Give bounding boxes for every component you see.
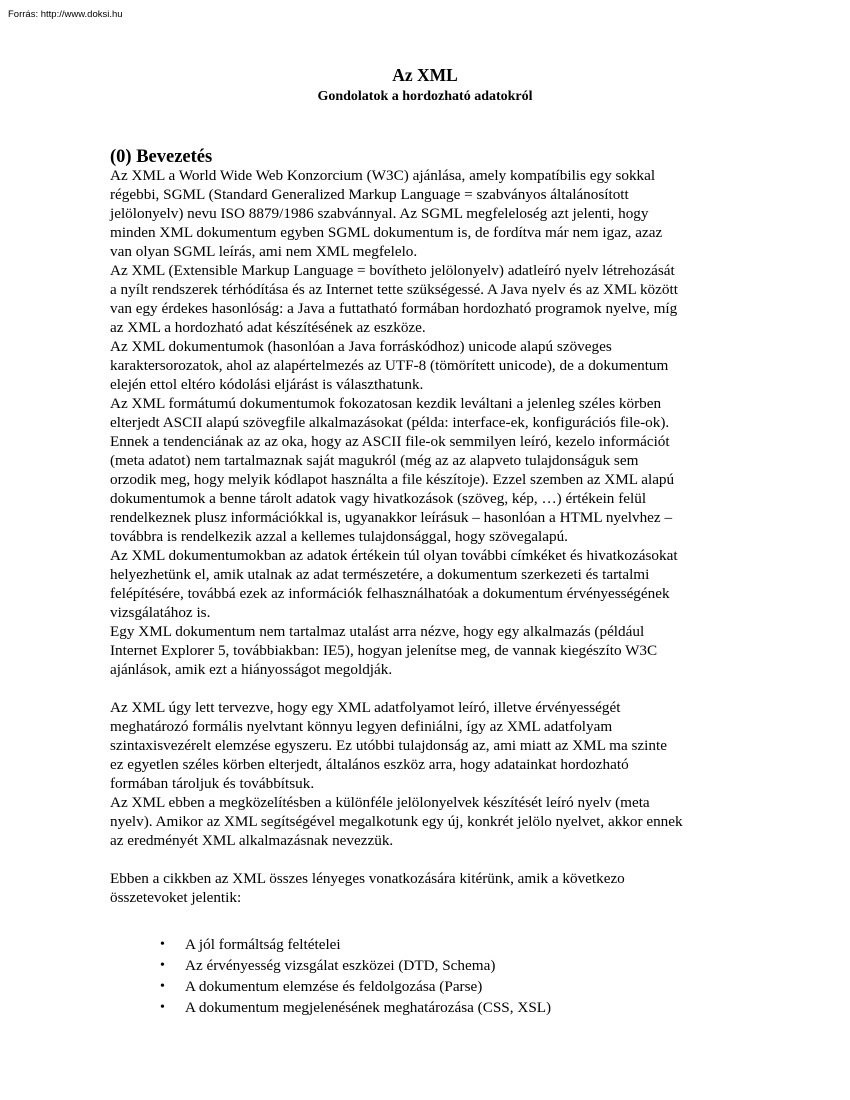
page-subtitle: Gondolatok a hordozható adatokról: [317, 89, 533, 104]
text-line: Az XML a World Wide Web Konzorcium (W3C) ajánlása, amely kompatíbilis egy sokkal: [110, 167, 656, 184]
bullet-icon: •: [160, 1000, 165, 1015]
paragraph: [110, 394, 750, 546]
list-item-label: A dokumentum elemzése és feldolgozása (Parse): [185, 978, 483, 995]
source-url: Forrás: http://www.doksi.hu: [8, 9, 123, 20]
text-line: szintaxisvezérelt elemzése egyszeru. Ez utóbbi tulajdonság az, ami miatt az XML ma szinte: [110, 737, 667, 754]
text-line: az eredményét XML alkalmazásnak nevezzük.: [110, 832, 394, 849]
list-item: [160, 976, 551, 997]
paragraph: [110, 869, 750, 907]
paragraph: [110, 698, 750, 793]
list-item: [160, 955, 551, 976]
text-line: orzodik meg, hogy melyik kódlapot használta a file készítoje). Ezzel szemben az XML alapú: [110, 471, 675, 488]
body-text: [110, 166, 750, 907]
section-heading: (0) Bevezetés: [110, 147, 213, 167]
list-item-label: A jól formáltság feltételei: [185, 936, 341, 953]
text-line: Az XML dokumentumok (hasonlóan a Java forráskódhoz) unicode alapú szöveges: [110, 338, 612, 355]
paragraph: [110, 261, 750, 337]
list-item: [160, 997, 551, 1018]
text-line: meghatározó formális nyelvtant könnyu legyen definiálni, így az XML adatfolyam: [110, 718, 613, 735]
text-line: Az XML formátumú dokumentumok fokozatosan kezdik leváltani a jelenleg széles körben: [110, 395, 662, 412]
text-line: ajánlások, amik ezt a hiányosságot megoldják.: [110, 661, 393, 678]
text-line: vizsgálatához is.: [110, 604, 211, 621]
paragraph: [110, 793, 750, 850]
text-line: Az XML úgy lett tervezve, hogy egy XML adatfolyamot leíró, illetve érvényességét: [110, 699, 621, 716]
text-line: Ennek a tendenciának az az oka, hogy az ASCII file-ok semmilyen leíró, kezelo információt: [110, 433, 670, 450]
paragraph: [110, 546, 750, 622]
text-line: felépítésére, továbbá ezek az információk felhasználhatóak a dokumentum érvényességének: [110, 585, 670, 602]
text-line: karaktersorozatok, ahol az alapértelmezés az UTF-8 (tömörített unicode), de a dokumentum: [110, 357, 669, 374]
paragraph: [110, 166, 750, 261]
bullet-list: [160, 934, 551, 1018]
text-line: továbbra is rendelkezik azzal a kellemes tulajdonsággal, hogy szövegalapú.: [110, 528, 568, 545]
paragraph-gap: [110, 850, 750, 869]
text-line: (meta adatot) nem tartalmaznak saját magukról (még az az alapveto tulajdonságuk sem: [110, 452, 639, 469]
text-line: elején ettol eltéro kódolási eljárást is választhatunk.: [110, 376, 424, 393]
paragraph: [110, 337, 750, 394]
text-line: dokumentumok a benne tárolt adatok vagy hivatkozások (szöveg, kép, …) értékein felül: [110, 490, 647, 507]
text-line: régebbi, SGML (Standard Generalized Markup Language = szabványos általánosított: [110, 186, 629, 203]
text-line: összetevoket jelentik:: [110, 889, 242, 906]
text-line: Az XML (Extensible Markup Language = bovítheto jelölonyelv) adatleíró nyelv létrehozását: [110, 262, 675, 279]
text-line: rendelkeznek plusz információkkal is, ugyanakkor leírásuk – hasonlóan a HTML nyelvhez –: [110, 509, 673, 526]
text-line: van egy érdekes hasonlóság: a Java a futtatható formában hordozható programok nyelve, míg: [110, 300, 678, 317]
paragraph-gap: [110, 679, 750, 698]
list-item-label: Az érvényesség vizsgálat eszközei (DTD, Schema): [185, 957, 496, 974]
text-line: elterjedt ASCII alapú szövegfile alkalmazásokat (példa: interface-ek, konfigurációs file-ok).: [110, 414, 670, 431]
bullet-icon: •: [160, 937, 165, 952]
text-line: Az XML dokumentumokban az adatok értékein túl olyan további címkéket és hivatkozásokat: [110, 547, 678, 564]
text-line: minden XML dokumentum egyben SGML dokumentum is, de fordítva már nem igaz, azaz: [110, 224, 663, 241]
text-line: Egy XML dokumentum nem tartalmaz utalást arra nézve, hogy egy alkalmazás (például: [110, 623, 645, 640]
text-line: helyezhetünk el, amik utalnak az adat természetére, a dokumentum szerkezeti és tartalmi: [110, 566, 650, 583]
page-title: Az XML: [392, 65, 458, 85]
bullet-icon: •: [160, 979, 165, 994]
text-line: jelölonyelv) nevu ISO 8879/1986 szabvánnyal. Az SGML megfeleloség azt jelenti, hogy: [110, 205, 649, 222]
paragraph: [110, 622, 750, 679]
text-line: Ebben a cikkben az XML összes lényeges vonatkozására kitérünk, amik a következo: [110, 870, 625, 887]
bullet-icon: •: [160, 958, 165, 973]
text-line: Internet Explorer 5, továbbiakban: IE5), hogyan jelenítse meg, de vannak kiegészíto W3C: [110, 642, 658, 659]
text-line: a nyílt rendszerek térhódítása és az Internet tette szükségessé. A Java nyelv és az XML között: [110, 281, 678, 298]
text-line: az XML a hordozható adat készítésének az eszköze.: [110, 319, 426, 336]
list-item-label: A dokumentum megjelenésének meghatározása (CSS, XSL): [185, 999, 552, 1016]
text-line: ez egyetlen széles körben elterjedt, általános eszköz arra, hogy adatainkat hordozható: [110, 756, 629, 773]
text-line: formában tároljuk és továbbítsuk.: [110, 775, 315, 792]
list-item: [160, 934, 551, 955]
text-line: van olyan SGML leírás, ami nem XML megfelelo.: [110, 243, 418, 260]
text-line: Az XML ebben a megközelítésben a különféle jelölonyelvek készítését leíró nyelv (meta: [110, 794, 650, 811]
text-line: nyelv). Amikor az XML segítségével megalkotunk egy új, konkrét jelölo nyelvet, akkor ennek: [110, 813, 683, 830]
